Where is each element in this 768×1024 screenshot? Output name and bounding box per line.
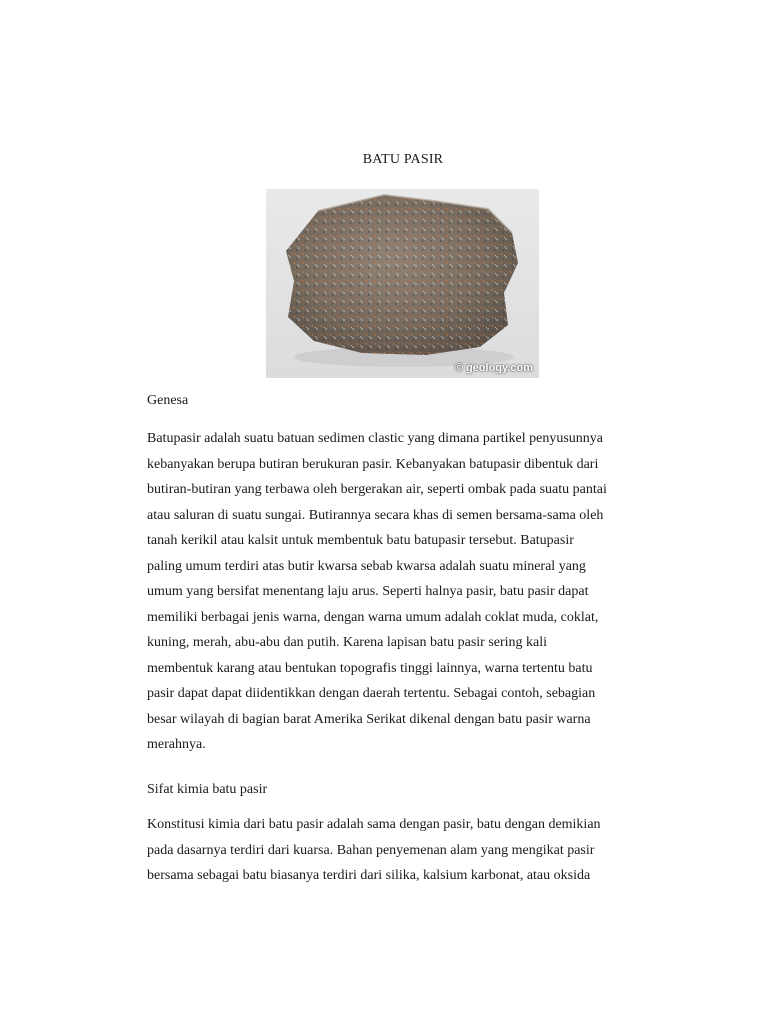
paragraph-genesa <box>147 426 663 758</box>
text-line: memiliki berbagai jenis warna, dengan warna umum adalah coklat muda, coklat, <box>147 609 599 625</box>
image-watermark: © geology.com <box>454 362 533 374</box>
section-heading-sifat-kimia: Sifat kimia batu pasir <box>147 782 268 797</box>
section-heading-genesa: Genesa <box>147 393 189 408</box>
text-line: pada dasarnya terdiri dari kuarsa. Bahan penyemenan alam yang mengikat pasir <box>147 842 595 858</box>
text-line: kebanyakan berupa butiran berukuran pasir. Kebanyakan batupasir dibentuk dari <box>147 456 599 472</box>
text-line: umum yang bersifat menentang laju arus. Seperti halnya pasir, batu pasir dapat <box>147 584 589 599</box>
rock-image-icon <box>266 189 539 378</box>
text-line: pasir dapat dapat diidentikkan dengan daerah tertentu. Sebagai contoh, sebagian <box>147 686 596 701</box>
text-line: besar wilayah di bagian barat Amerika Serikat dikenal dengan batu pasir warna <box>147 711 591 727</box>
text-line: Konstitusi kimia dari batu pasir adalah sama dengan pasir, batu dengan demikian <box>147 817 601 832</box>
text-line: atau saluran di suatu sungai. Butirannya secara khas di semen bersama-sama oleh <box>147 507 604 523</box>
text-line: kuning, merah, abu-abu dan putih. Karena lapisan batu pasir sering kali <box>147 635 548 650</box>
document-title: BATU PASIR <box>362 152 444 167</box>
text-line: paling umum terdiri atas butir kwarsa sebab kwarsa adalah suatu mineral yang <box>147 558 586 574</box>
text-line: bersama sebagai batu biasanya terdiri dari silika, kalsium karbonat, atau oksida <box>147 868 591 883</box>
text-line: tanah kerikil atau kalsit untuk membentuk batu batupasir tersebut. Batupasir <box>147 533 574 548</box>
sandstone-photo <box>266 189 539 378</box>
text-line: merahnya. <box>147 737 206 752</box>
text-line: butiran-butiran yang terbawa oleh bergerakan air, seperti ombak pada suatu pantai <box>147 482 607 497</box>
paragraph-sifat-kimia <box>147 812 663 889</box>
text-line: Batupasir adalah suatu batuan sedimen clastic yang dimana partikel penyusunnya <box>147 431 604 446</box>
text-line: membentuk karang atau bentukan topografis tinggi lainnya, warna tertentu batu <box>147 660 593 676</box>
